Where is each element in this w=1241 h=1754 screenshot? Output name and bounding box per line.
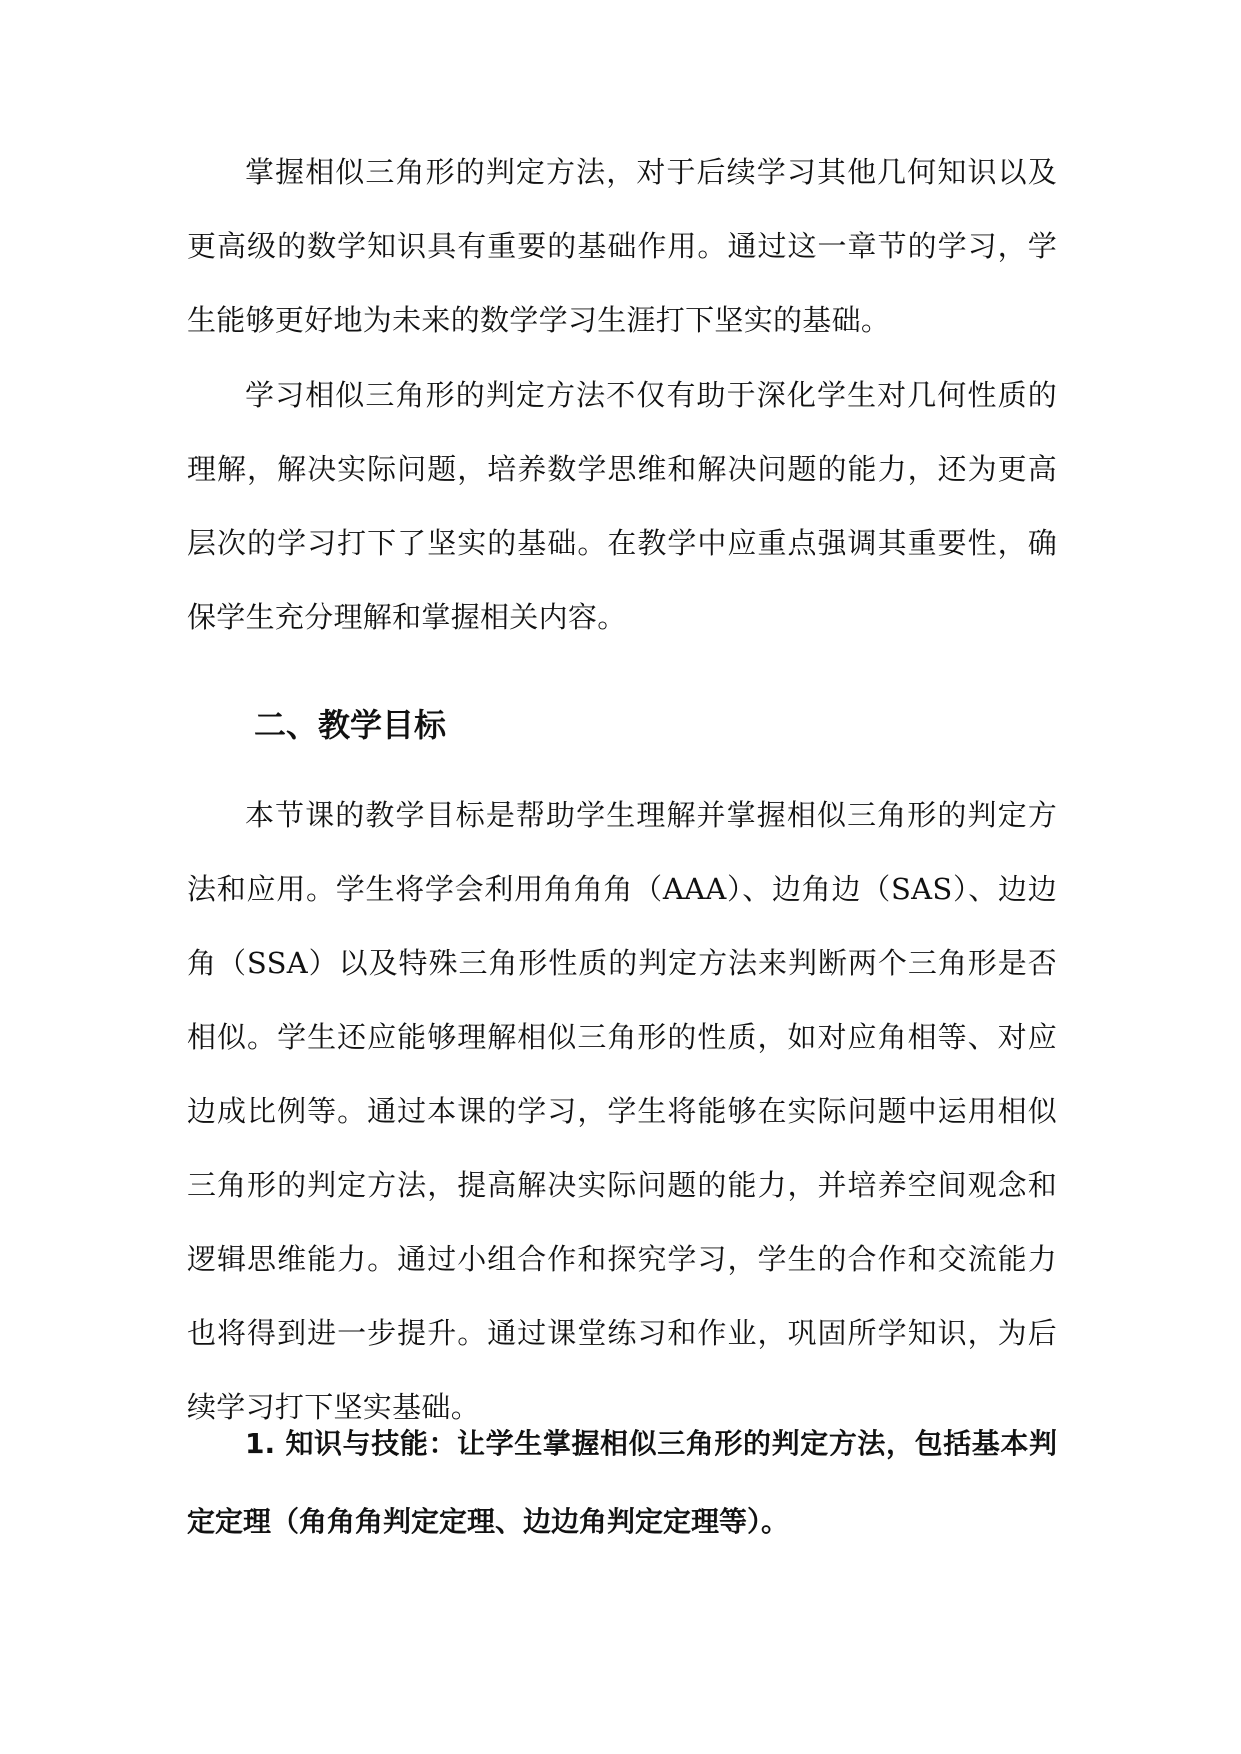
objective-knowledge-skills: 1. 知识与技能：让学生掌握相似三角形的判定方法，包括基本判定定理（角角角判定定理、边边角判定定理等）。 [187,1427,1057,1538]
paragraph-learning-benefits: 学习相似三角形的判定方法不仅有助于深化学生对几何性质的理解，解决实际问题，培养数学思维和解决问题的能力，还为更高层次的学习打下了坚实的基础。在教学中应重点强调其重要性，确保学生充分理解和掌握相关内容。 [187,378,1057,634]
section-heading-teaching-goals: 二、教学目标 [254,706,447,744]
paragraph-importance: 掌握相似三角形的判定方法，对于后续学习其他几何知识以及更高级的数学知识具有重要的基础作用。通过这一章节的学习，学生能够更好地为未来的数学学习生涯打下坚实的基础。 [187,155,1057,337]
paragraph-teaching-goals: 本节课的教学目标是帮助学生理解并掌握相似三角形的判定方法和应用。学生将学会利用角角角（AAA）、边角边（SAS）、边边角（SSA）以及特殊三角形性质的判定方法来判断两个三角形是否相似。学生还应能够理解相似三角形的性质，如对应角相等、对应边成比例等。通过本课的学习，学生将能够在实际问题中运用相似三角形的判定方法，提高解决实际问题的能力，并培养空间观念和逻辑思维能力。通过小组合作和探究学习，学生的合作和交流能力也将得到进一步提升。通过课堂练习和作业，巩固所学知识，为后续学习打下坚实基础。 [187,798,1057,1424]
